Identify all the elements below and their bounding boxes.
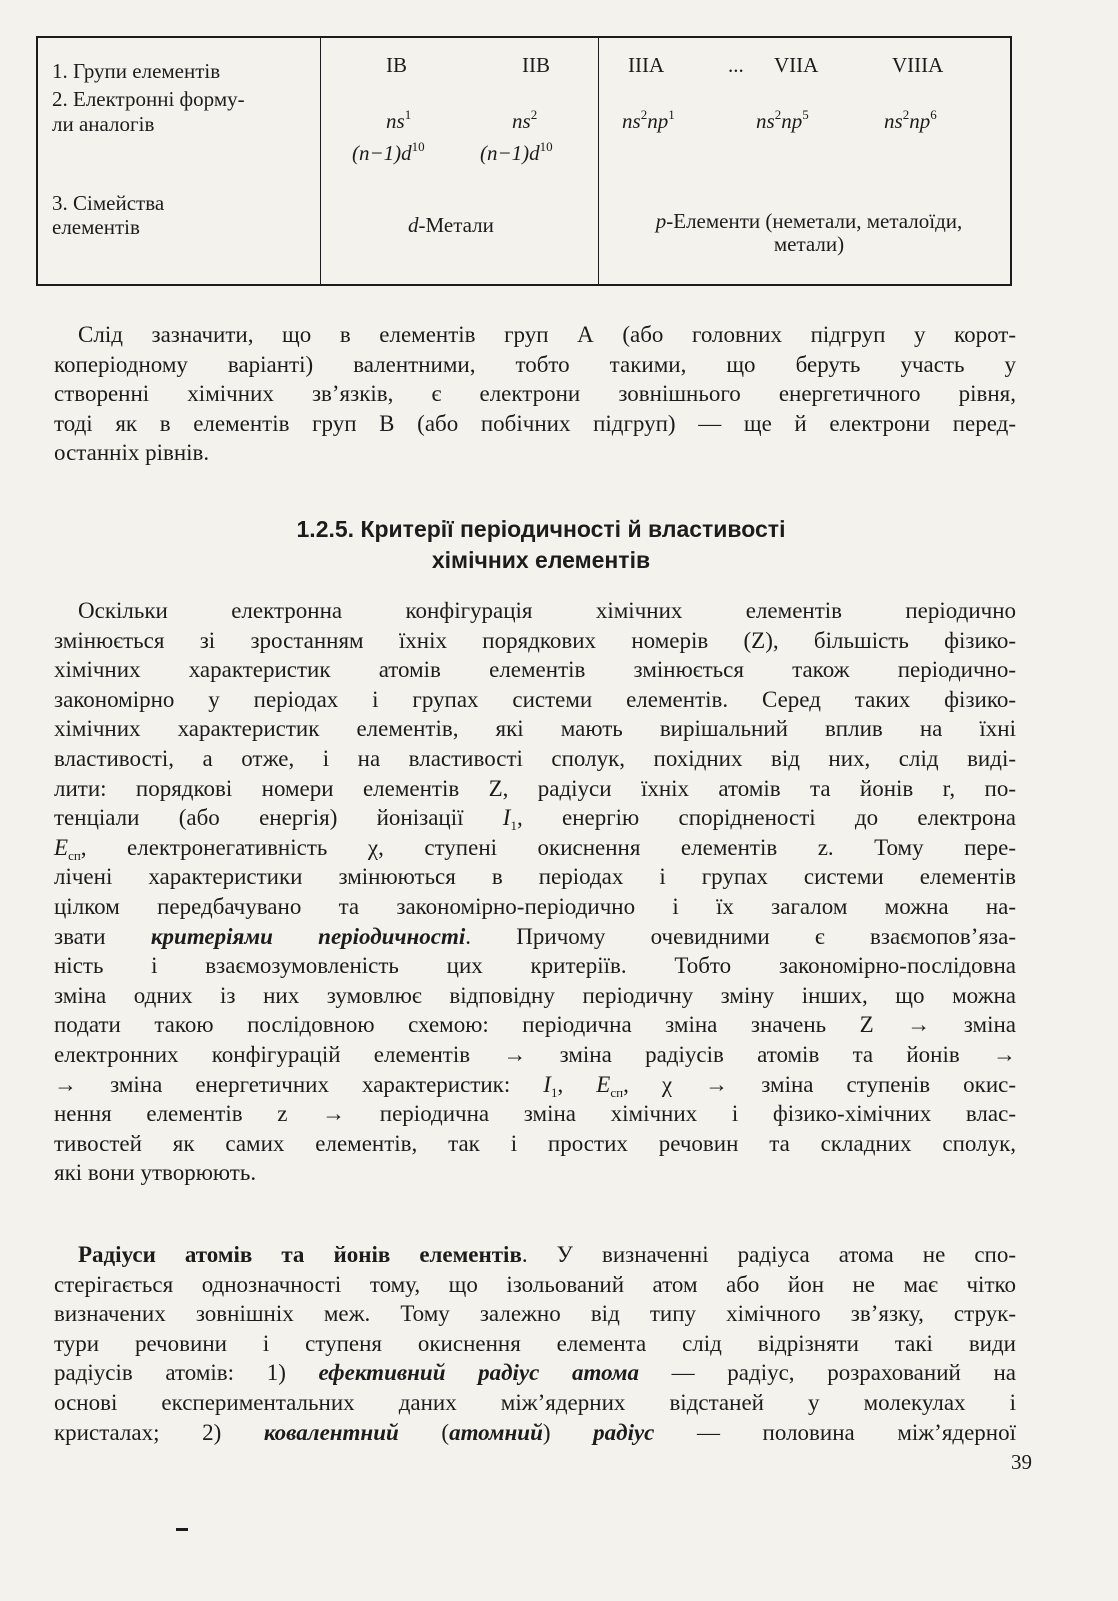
text-run: звати [54, 923, 151, 949]
paragraph-radii [54, 1240, 1016, 1447]
text-line: цілком передбачувано та закономірно-періодично і їх загалом можна на- [54, 893, 1016, 919]
text-run: , енергію спорідненості до електрона [516, 805, 1016, 831]
family-letter: d [408, 213, 419, 237]
row-label-formulas: ли аналогів [52, 112, 155, 136]
text-line: ність і взаємозумовленість цих критеріїв. Тобто закономірно-послідовна [54, 953, 1016, 979]
group-viia: VIIA [774, 53, 819, 77]
table-divider [320, 38, 321, 284]
text-line: Оскільки електронна конфігурація хімічних елементів періодично [78, 598, 1016, 623]
text-line: визначених зовнішніх меж. Тому залежно від типу хімічного зв’язку, струк- [54, 1301, 1016, 1327]
symbol-affinity: E [596, 1071, 611, 1097]
text-line: Слід зазначити, що в елементів груп А (або головних підгруп у корот- [78, 322, 1016, 347]
text-run: , χ → зміна ступенів окис- [623, 1071, 1016, 1097]
formula-iib-d [480, 139, 553, 165]
table-divider [598, 38, 599, 284]
family-line [610, 210, 1008, 233]
text-line: тивостей як самих елементів, так і простих речовин та складних сполук, [54, 1130, 1016, 1156]
text-line: створенні хімічних зв’язків, є електрони зовнішнього енергетичного рівня, [54, 381, 1016, 407]
text-line [54, 922, 1016, 952]
row-label-groups: 1. Групи елементів [52, 59, 221, 83]
formula-text: np [781, 109, 803, 133]
term-atomic: атомний [449, 1419, 543, 1445]
term-effective-radius: ефективний радіус атома [318, 1360, 639, 1386]
family-text: метали) [773, 232, 845, 256]
text-line: змінюється зі зростанням їхніх порядкових номерів (Z), більшість фізико- [54, 627, 1016, 653]
formula-sup: 10 [411, 139, 425, 154]
symbol-ionization: I [543, 1071, 551, 1097]
text-line [54, 1070, 1016, 1100]
family-d-metals [408, 214, 494, 237]
formula-viiia [884, 107, 937, 133]
text-line: основі експериментальних даних між’ядерних відстаней у молекулах і [54, 1389, 1016, 1415]
text-run: . У визначенні радіуса атома не спо- [521, 1242, 1016, 1267]
row-label-formulas: 2. Електронні форму- [52, 87, 245, 111]
formula-text: ns [756, 109, 775, 133]
formula-sup: 2 [530, 107, 538, 122]
term-criteria-of-periodicity: критеріями періодичності [150, 923, 466, 949]
symbol-subscript: сп [610, 1084, 624, 1100]
text-line: тури речовини і ступеня окиснення елемента слід відрізняти такі види [54, 1330, 1016, 1356]
term-covalent: ковалентний [263, 1419, 399, 1445]
group-ellipsis: ... [728, 53, 744, 77]
text-run: — радіус, розрахований на [638, 1360, 1016, 1386]
text-line [54, 833, 1016, 863]
group-viiia: VIIIA [892, 53, 944, 77]
text-line: властивості, а отже, і на властивості сполук, похідних від них, слід виді- [54, 745, 1016, 771]
formula-text: (n−1)d [480, 141, 540, 165]
symbol-subscript: 1 [510, 818, 517, 834]
text-line: закономірно у періодах і групах системи елементів. Серед таких фізико- [54, 686, 1016, 712]
formula-text: (n−1)d [352, 141, 412, 165]
text-line: хімічних характеристик елементів, які мають вирішальний вплив на їхні [54, 716, 1016, 742]
family-p-elements [610, 210, 1008, 256]
symbol-ionization: I [502, 805, 511, 831]
row-label-families: 3. Сімейства [52, 191, 165, 215]
formula-iib-ns [512, 107, 538, 133]
text-line: лічені характеристики змінюються в періодах і групах системи елементів [54, 864, 1016, 890]
paragraph-valence [54, 320, 1016, 468]
text-line: подати такою послідовною схемою: періодична зміна значень Z → зміна [54, 1012, 1016, 1038]
text-run: , електронегативність χ, ступені окиснення елементів z. Тому пере- [80, 834, 1016, 860]
text-line: коперіодному варіанті) валентними, тобто такими, що беруть участь у [54, 351, 1016, 377]
text-line: нення елементів z → періодична зміна хімічних і фізико-хімічних влас- [54, 1101, 1016, 1127]
symbol-subscript: 1 [550, 1084, 558, 1100]
text-line: електронних конфігурацій елементів → зміна радіусів атомів та йонів → [54, 1041, 1016, 1067]
text-run: → зміна енергетичних характеристик: [54, 1071, 544, 1097]
symbol-subscript: сп [68, 847, 81, 863]
formula-sup: 2 [902, 107, 910, 122]
formula-sup: 2 [774, 107, 782, 122]
formula-sup: 1 [668, 107, 675, 122]
text-run: радіусів атомів: 1) [54, 1360, 319, 1386]
text-line [54, 1358, 1016, 1388]
print-mark [176, 1528, 188, 1531]
text-line: стерігається однозначності тому, що ізольований атом або йон не має чітко [54, 1271, 1016, 1297]
formula-sup: 2 [640, 107, 648, 122]
formula-text: ns [512, 109, 531, 133]
text-line [54, 803, 1016, 833]
formula-text: ns [884, 109, 903, 133]
text-run: . Причому очевидними є взаємопов’яза- [465, 923, 1016, 949]
text-line [54, 1418, 1016, 1448]
section-heading-line: 1.2.5. Критерії періодичності й властивості [296, 516, 786, 542]
section-heading-line: хімічних елементів [431, 547, 651, 573]
text-run: — половина між’ядерної [654, 1419, 1017, 1445]
text-run: тенціали (або енергія) йонізації [54, 805, 503, 831]
group-iib: IIB [522, 53, 550, 77]
text-line: тоді як в елементів груп В (або побічних підгруп) — ще й електрони перед- [54, 410, 1016, 436]
formula-sup: 1 [404, 107, 412, 122]
formula-sup: 10 [539, 139, 553, 154]
family-text: -Елементи (неметали, металоїди, [666, 209, 963, 233]
formula-sup: 5 [802, 107, 809, 122]
term-radius: радіус [593, 1419, 655, 1445]
paragraph-criteria [54, 596, 1016, 1188]
group-iiia: IIIA [628, 53, 665, 77]
formula-text: ns [386, 109, 405, 133]
text-line [54, 1240, 1016, 1270]
page-number: 39 [1011, 1450, 1032, 1474]
section-heading [66, 514, 1016, 576]
formula-viia [756, 107, 809, 133]
text-line: які вони утворюють. [54, 1160, 257, 1186]
formula-text: ns [622, 109, 641, 133]
term-atomic-ionic-radii: Радіуси атомів та йонів елементів [78, 1242, 522, 1267]
text-run: кристалах; 2) [54, 1419, 264, 1445]
formula-ib-ns [386, 107, 412, 133]
text-line: зміна одних із них зумовлює відповідну періодичну зміну інших, що можна [54, 982, 1016, 1008]
text-run: , [557, 1071, 597, 1097]
group-ib: IB [386, 53, 407, 77]
family-letter: p [655, 209, 667, 233]
text-line: лити: порядкові номери елементів Z, радіуси їхніх атомів та йонів r, по- [54, 775, 1016, 801]
formula-sup: 6 [930, 107, 937, 122]
text-run: ( [398, 1419, 450, 1445]
symbol-affinity: E [54, 834, 69, 860]
family-text: -Метали [418, 213, 494, 237]
text-run: ) [542, 1419, 594, 1445]
formula-text: np [909, 109, 931, 133]
formula-ib-d [352, 139, 425, 165]
row-label-families: елементів [52, 215, 140, 239]
element-families-table [36, 36, 1012, 286]
formula-text: np [647, 109, 669, 133]
text-line: хімічних характеристик атомів елементів змінюється також періодично- [54, 657, 1016, 683]
formula-iiia [622, 107, 675, 133]
text-line: останніх рівнів. [54, 440, 210, 466]
